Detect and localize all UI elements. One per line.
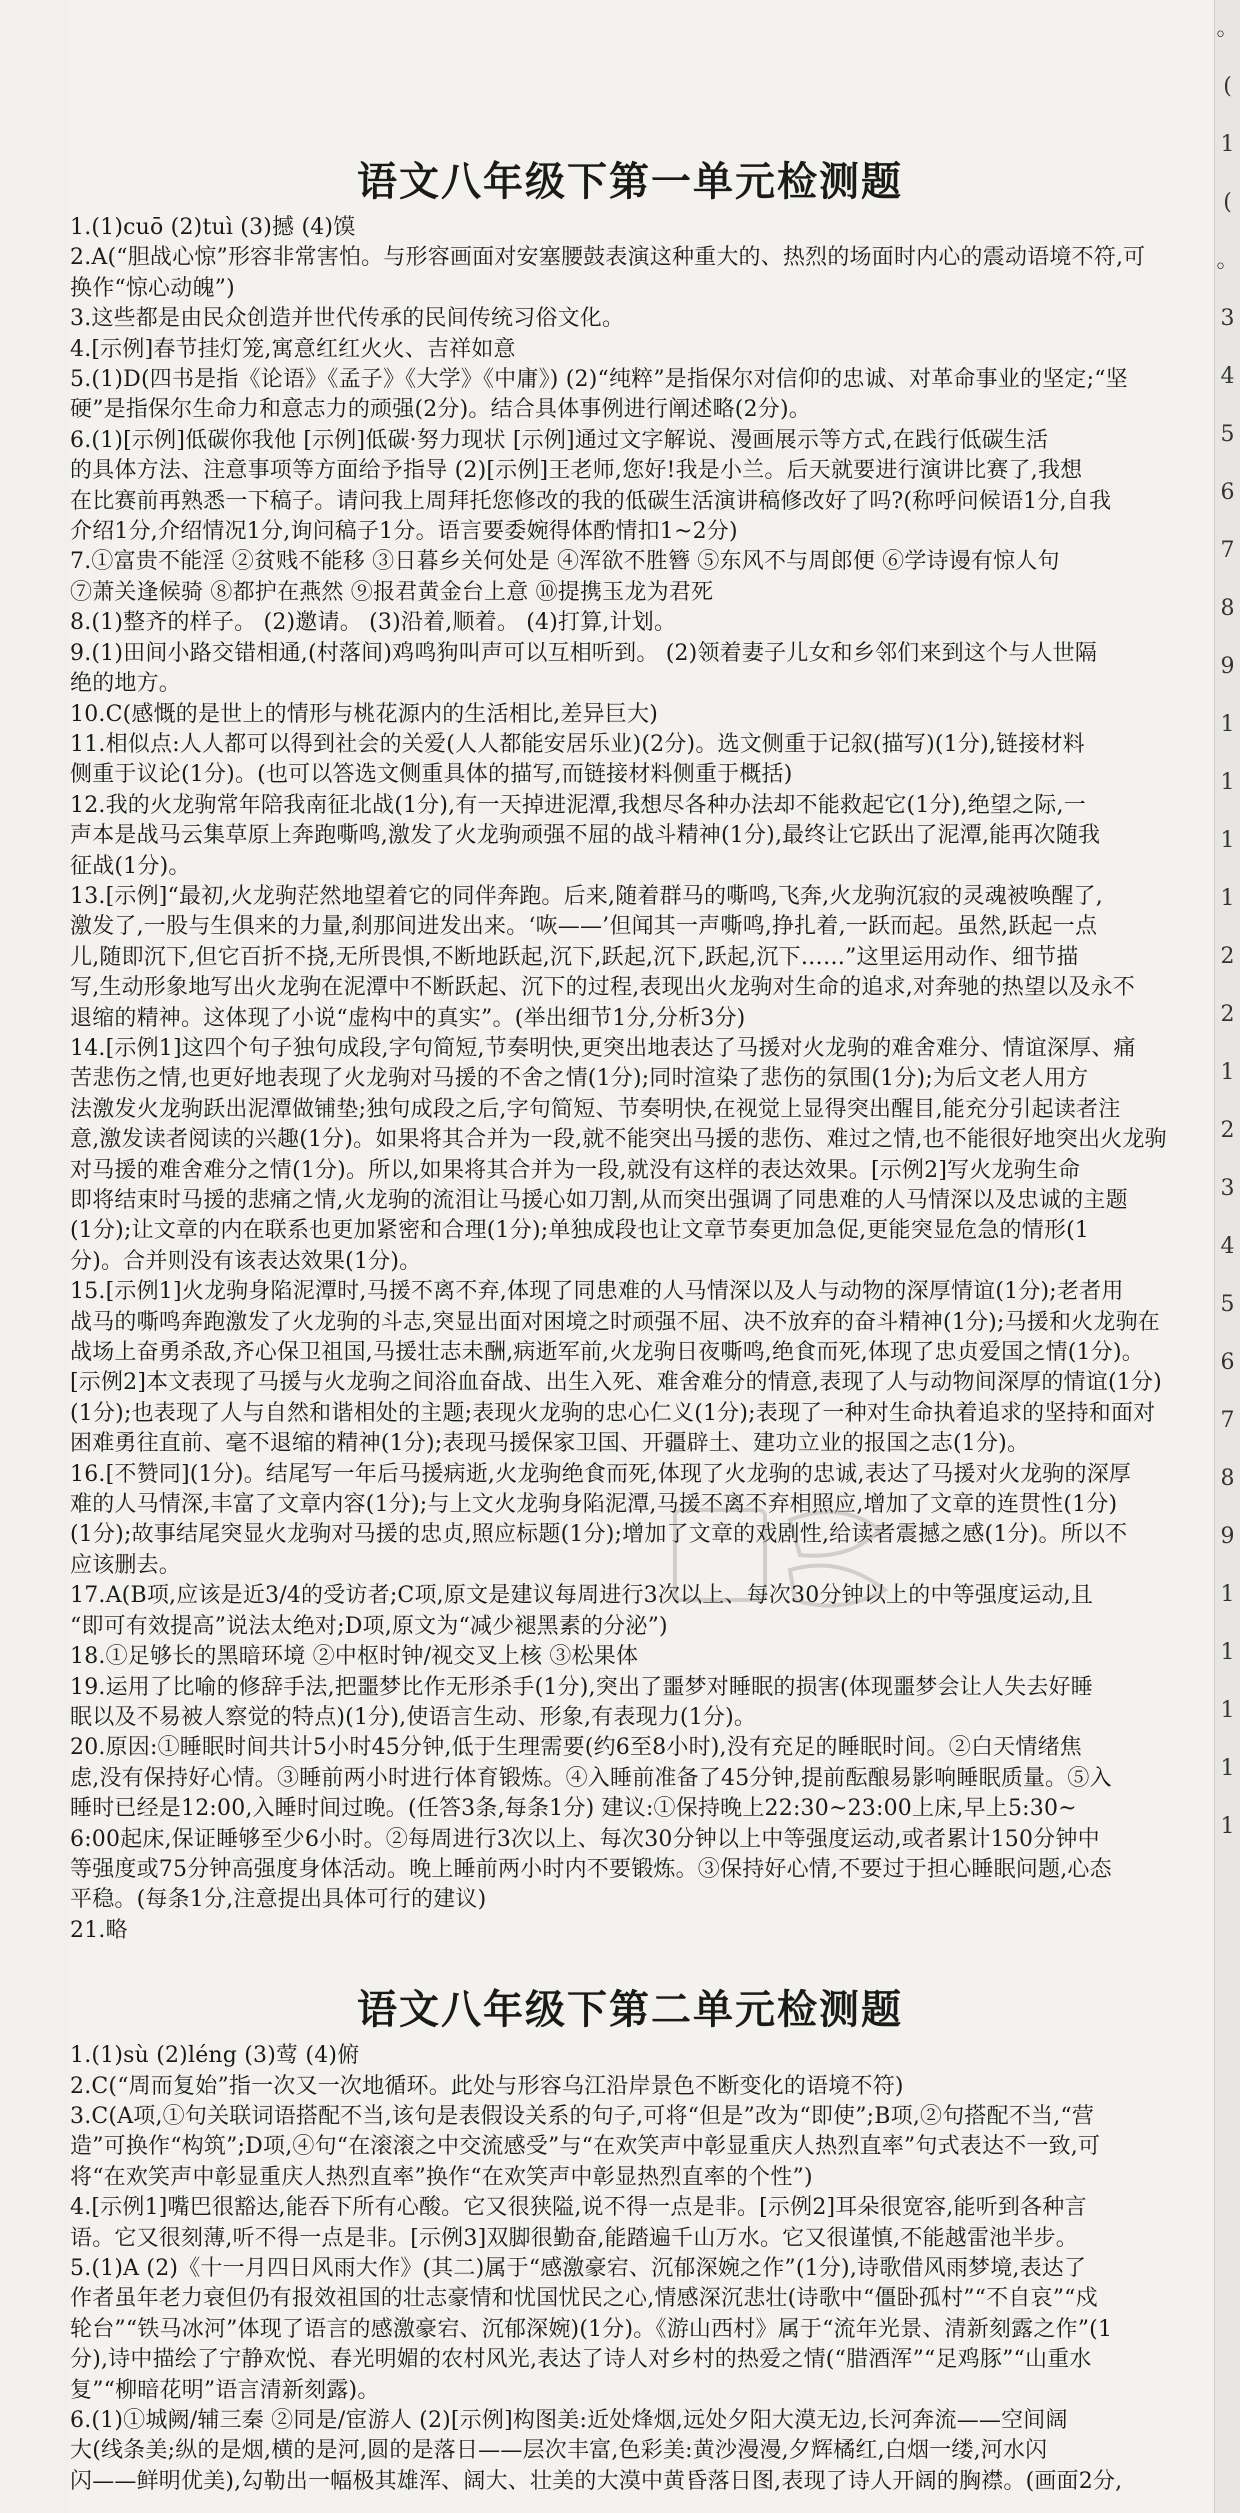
unit2-answer-line: 4.[示例1]嘴巴很豁达,能吞下所有心酸。它又很狭隘,说不得一点是非。[示例2]耳朵很宽容,能听到各种言 [70,2195,1087,2221]
unit2-answers [70,2041,1190,2497]
unit1-answer-line: 6.(1)[示例]低碳你我他 [示例]低碳·努力现状 [示例]通过文字解说、漫画展示等方式,在践行低碳生活 [70,427,1049,453]
unit2-answer-line: 语。它又很刻薄,听不得一点是非。[示例3]双脚很勤奋,能踏遍千山万水。它又很谨慎,不能越雷池半步。 [70,2225,1078,2251]
unit1-answer-line: 在比赛前再熟悉一下稿子。请问我上周拜托您修改的我的低碳生活演讲稿修改好了吗?(称呼问候语1分,自我 [70,488,1112,514]
unit1-answer-line: 15.[示例1]火龙驹身陷泥潭时,马援不离不弃,体现了同患难的人马情深以及人与动物的深厚情谊(1分);老者用 [70,1279,1124,1305]
unit1-answer-line: 9.(1)田间小路交错相通,(村落间)鸡鸣狗叫声可以互相听到。 (2)领着妻子儿女和乡邻们来到这个与人世隔 [70,640,1098,666]
edge-char: 1 [1220,712,1235,737]
unit1-answer-line: 介绍1分,介绍情况1分,询问稿子1分。语言要委婉得体酌情扣1~2分) [70,519,738,545]
unit2-answer-line: 作者虽年老力衰但仍有报效祖国的壮志豪情和忧国忧民之心,情感深沉悲壮(诗歌中“僵卧孤村”“不自哀”“戍 [70,2286,1098,2312]
unit1-answers [70,213,1190,1946]
unit1-answer-line: (1分);让文章的内在联系也更加紧密和合理(1分);单独成段也让文章节奏更加急促,更能突显危急的情形(1 [70,1218,1090,1244]
page-content [70,150,1190,2497]
unit1-answer-line: 8.(1)整齐的样子。 (2)邀请。 (3)沿着,顺着。 (4)打算,计划。 [70,610,677,636]
edge-char: 1 [1220,1814,1235,1839]
unit1-answer-line: 6:00起床,保证睡够至少6小时。②每周进行3次以上、每次30分钟以上中等强度运动,或者累计150分钟中 [70,1826,1100,1852]
edge-char: 1 [1220,1698,1235,1723]
unit1-answer-line: 14.[示例1]这四个句子独句成段,字句简短,节奏明快,更突出地表达了马援对火龙驹的难舍难分、情谊深厚、痛 [70,1035,1136,1061]
edge-char: 1 [1220,1582,1235,1607]
unit1-answer-line: 征战(1分)。 [70,853,191,879]
unit1-answer-line: 3.这些都是由民众创造并世代传承的民间传统习俗文化。 [70,306,625,332]
unit1-answer-line: 眠以及不易被人察觉的特点)(1分),使语言生动、形象,有表现力(1分)。 [70,1704,757,1730]
unit1-answer-line: 20.原因:①睡眠时间共计5小时45分钟,低于生理需要(约6至8小时),没有充足的睡眠时间。②白天情绪焦 [70,1735,1082,1761]
edge-char: 3 [1220,306,1235,331]
unit1-answer-line: 18.①足够长的黑暗环境 ②中枢时钟/视交叉上核 ③松果体 [70,1644,639,1670]
unit1-answer-line: ⑦萧关逢候骑 ⑧都护在燕然 ⑨报君黄金台上意 ⑩提携玉龙为君死 [70,579,714,605]
watermark-stamp [670,1500,900,1620]
edge-char: 1 [1220,886,1235,911]
unit1-answer-line: 分)。合并则没有该表达效果(1分)。 [70,1248,422,1274]
unit2-answer-line: 3.C(A项,①句关联词语搭配不当,该句是表假设关系的句子,可将“但是”改为“即使”;B项,②句搭配不当,“营 [70,2103,1095,2129]
edge-char: 1 [1220,1756,1235,1781]
unit2-answer-line: 将“在欢笑声中彰显重庆人热烈直率”换作“在欢笑声中彰显热烈直率的个性”) [70,2164,813,2190]
unit1-answer-line: 写,生动形象地写出火龙驹在泥潭中不断跃起、沉下的过程,表现出火龙驹对生命的追求,对奔驰的热望以及永不 [70,975,1135,1001]
unit1-answer-line: 19.运用了比喻的修辞手法,把噩梦比作无形杀手(1分),突出了噩梦对睡眠的损害(体现噩梦会让人失去好睡 [70,1674,1093,1700]
unit1-answer-line: 硬”是指保尔生命力和意志力的顽强(2分)。结合具体事例进行阐述略(2分)。 [70,397,811,423]
edge-char: 8 [1220,596,1235,621]
edge-char: 5 [1220,422,1235,447]
unit2-title: 语文八年级下第二单元检测题 [357,1987,903,2034]
unit2-answer-line: 5.(1)A (2)《十一月四日风雨大作》(其二)属于“感激豪宕、沉郁深婉之作”(1分),诗歌借风雨梦境,表达了 [70,2256,1087,2281]
unit2-answer-line: 6.(1)①城阙/辅三秦 ②同是/宦游人 (2)[示例]构图美:近处烽烟,远处夕阳大漠无边,长河奔流——空间阔 [70,2408,1068,2434]
unit1-answer-line: 绝的地方。 [70,671,182,697]
edge-char: 8 [1220,1466,1235,1491]
unit1-answer-line: (1分);也表现了人与自然和谐相处的主题;表现火龙驹的忠心仁义(1分);表现了一种对生命执着追求的坚持和面对 [70,1400,1156,1426]
unit1-title: 语文八年级下第一单元检测题 [357,159,903,205]
unit1-answer-line: 10.C(感慨的是世上的情形与桃花源内的生活相比,差异巨大) [70,701,658,727]
unit1-answer-line: 应该删去。 [70,1552,182,1578]
edge-char: 4 [1220,1234,1235,1259]
unit1-answer-line: 17.A(B项,应该是近3/4的受访者;C项,原文是建议每周进行3次以上、每次30分钟以上的中等强度运动,且 [70,1583,1094,1609]
edge-char: 9 [1220,654,1235,679]
unit1-answer-line: 睡时已经是12:00,入睡时间过晚。(任答3条,每条1分) 建议:①保持晚上22:30~23:00上床,早上5:30~ [70,1796,1077,1822]
edge-char: 6 [1220,480,1235,505]
edge-char: 6 [1220,1350,1235,1375]
unit1-answer-line: 战场上奋勇杀敌,齐心保卫祖国,马援壮志未酬,病逝军前,火龙驹日夜嘶鸣,绝食而死,体现了忠贞爱国之情(1分)。 [70,1340,1144,1366]
unit1-answer-line: 激发了,一股与生俱来的力量,刹那间进发出来。‘咴——’但闻其一声嘶鸣,挣扎着,一跃而起。虽然,跃起一点 [70,914,1098,940]
edge-char: 4 [1220,364,1235,389]
edge-char: 1 [1220,828,1235,853]
edge-char: 3 [1220,1176,1235,1201]
unit1-answer-line: 平稳。(每条1分,注意提出具体可行的建议) [70,1887,487,1913]
unit1-answer-line: 即将结束时马援的悲痛之情,火龙驹的流泪让马援心如刀割,从而突出强调了同患难的人马情深以及忠诚的主题 [70,1188,1128,1213]
answer-key-page [70,0,1215,2513]
unit1-answer-line: 等强度或75分钟高强度身体活动。晚上睡前两小时内不要锻炼。③保持好心情,不要过于担心睡眠问题,心态 [70,1856,1112,1882]
edge-char: 7 [1220,1408,1235,1433]
unit1-answer-line: 换作“惊心动魄”) [70,275,235,301]
adjacent-page-edge [1214,0,1240,2513]
unit1-answer-line: 困难勇往直前、毫不退缩的精神(1分);表现马援保家卫国、开疆辟土、建功立业的报国之志(1分)。 [70,1431,1030,1457]
edge-char: 1 [1220,1640,1235,1665]
edge-char: ( [1223,190,1232,215]
edge-char: 2 [1220,1002,1235,1027]
unit1-answer-line: 儿,随即沉下,但它百折不挠,无所畏惧,不断地跃起,沉下,跃起,沉下,跃起,沉下……”这里运用动作、细节描 [70,944,1079,970]
unit1-answer-line: 11.相似点:人人都可以得到社会的关爱(人人都能安居乐业)(2分)。选文侧重于记叙(描写)(1分),链接材料 [70,731,1085,757]
edge-char: 。 [1216,16,1239,41]
unit1-answer-line: 7.①富贵不能淫 ②贫贱不能移 ③日暮乡关何处是 ④浑欲不胜簪 ⑤东风不与周郎便 ⑥学诗谩有惊人句 [70,549,1060,575]
unit1-answer-line: 苦悲伤之情,也更好地表现了火龙驹对马援的不舍之情(1分);同时渲染了悲伤的氛围(1分);为后文老人用方 [70,1066,1089,1092]
unit1-answer-line: 意,激发读者阅读的兴趣(1分)。如果将其合并为一段,就不能突出马援的悲伤、难过之情,也不能很好地突出火龙驹 [70,1127,1167,1153]
unit1-answer-line: 13.[示例]“最初,火龙驹茫然地望着它的同伴奔跑。后来,随着群马的嘶鸣,飞奔,火龙驹沉寂的灵魂被唤醒了, [70,883,1103,909]
unit1-answer-line: 法激发火龙驹跃出泥潭做铺垫;独句成段之后,字句简短、节奏明快,在视觉上显得突出醒目,能充分引起读者注 [70,1096,1121,1122]
unit1-answer-line: “即可有效提高”说法太绝对;D项,原文为“减少褪黑素的分泌”) [70,1613,668,1639]
edge-char: 1 [1220,1060,1235,1085]
edge-char: 2 [1220,1118,1235,1143]
unit1-answer-line: 1.(1)cuō (2)tuì (3)撼 (4)馍 [70,215,356,240]
unit2-answer-line: 轮台”“铁马冰河”体现了语言的感激豪宕、沉郁深婉)(1分)。《游山西村》属于“流年光景、清新刻露之作”(1 [70,2316,1113,2342]
unit1-answer-line: 难的人马情深,丰富了文章内容(1分);与上文火龙驹身陷泥潭,马援不离不弃相照应,增加了文章的连贯性(1分) [70,1492,1118,1518]
unit2-answer-line: 造”可换作“构筑”;D项,④句“在滚滚之中交流感受”与“在欢笑声中彰显重庆人热烈直率”句式表达不一致,可 [70,2134,1101,2160]
edge-char: 。 [1216,248,1239,273]
edge-char: 5 [1220,1292,1235,1317]
unit1-answer-line: 声本是战马云集草原上奔跑嘶鸣,激发了火龙驹顽强不屈的战斗精神(1分),最终让它跃出了泥潭,能再次随我 [70,823,1101,849]
unit1-answer-line: 对马援的难舍难分之情(1分)。所以,如果将其合并为一段,就没有这样的表达效果。[示例2]写火龙驹生命 [70,1157,1081,1183]
edge-char: 9 [1220,1524,1235,1549]
unit2-answer-line: 复”“柳暗花明”语言清新刻露)。 [70,2377,380,2403]
unit1-answer-line: 21.略 [70,1917,128,1943]
unit1-answer-line: 4.[示例]春节挂灯笼,寓意红红火火、吉祥如意 [70,336,516,362]
unit1-answer-line: [示例2]本文表现了马援与火龙驹之间浴血奋战、出生入死、难舍难分的情意,表现了人与动物间深厚的情谊(1分) [70,1370,1162,1396]
unit2-answer-line: 闪——鲜明优美),勾勒出一幅极其雄浑、阔大、壮美的大漠中黄昏落日图,表现了诗人开阔的胸襟。(画面2分, [70,2468,1123,2494]
edge-char: 1 [1220,770,1235,795]
unit1-answer-line: (1分);故事结尾突显火龙驹对马援的忠贞,照应标题(1分);增加了文章的戏剧性,给读者震撼之感(1分)。所以不 [70,1522,1128,1548]
unit2-answer-line: 分),诗中描绘了宁静欢悦、春光明媚的农村风光,表达了诗人对乡村的热爱之情(“腊酒浑”“足鸡豚”“山重水 [70,2347,1092,2373]
edge-char: 1 [1220,132,1235,157]
edge-char: ( [1223,74,1232,99]
edge-char: 2 [1220,944,1235,969]
unit2-answer-line: 大(线条美;纵的是烟,横的是河,圆的是落日——层次丰富,色彩美:黄沙漫漫,夕辉橘红,白烟一缕,河水闪 [70,2438,1048,2464]
unit1-answer-line: 退缩的精神。这体现了小说“虚构中的真实”。(举出细节1分,分析3分) [70,1005,746,1031]
unit1-answer-line: 2.A(“胆战心惊”形容非常害怕。与形容画面对安塞腰鼓表演这种重大的、热烈的场面时内心的震动语境不符,可 [70,245,1146,271]
unit1-answer-line: 5.(1)D(四书是指《论语》《孟子》《大学》《中庸》) (2)“纯粹”是指保尔对信仰的忠诚、对革命事业的坚定;“坚 [70,367,1128,393]
unit1-answer-line: 战马的嘶鸣奔跑激发了火龙驹的斗志,突显出面对困境之时顽强不屈、决不放弃的奋斗精神(1分);马援和火龙驹在 [70,1309,1160,1335]
unit2-answer-line: 2.C(“周而复始”指一次又一次地循环。此处与形容乌江沿岸景色不断变化的语境不符) [70,2073,904,2099]
unit2-answer-line: 1.(1)sù (2)léng (3)莺 (4)俯 [70,2043,360,2069]
unit1-answer-line: 侧重于议论(1分)。(也可以答选文侧重具体的描写,而链接材料侧重于概括) [70,762,793,788]
edge-char: 7 [1220,538,1235,563]
unit1-answer-line: 虑,没有保持好心情。③睡前两小时进行体育锻炼。④入睡前准备了45分钟,提前酝酿易影响睡眠质量。⑤入 [70,1765,1112,1791]
unit1-answer-line: 12.我的火龙驹常年陪我南征北战(1分),有一天掉进泥潭,我想尽各种办法却不能救起它(1分),绝望之际,一 [70,792,1086,818]
unit1-answer-line: 16.[不赞同](1分)。结尾写一年后马援病逝,火龙驹绝食而死,体现了火龙驹的忠诚,表达了马援对火龙驹的深厚 [70,1461,1132,1487]
unit1-answer-line: 的具体方法、注意事项等方面给予指导 (2)[示例]王老师,您好!我是小兰。后天就要进行演讲比赛了,我想 [70,458,1083,484]
